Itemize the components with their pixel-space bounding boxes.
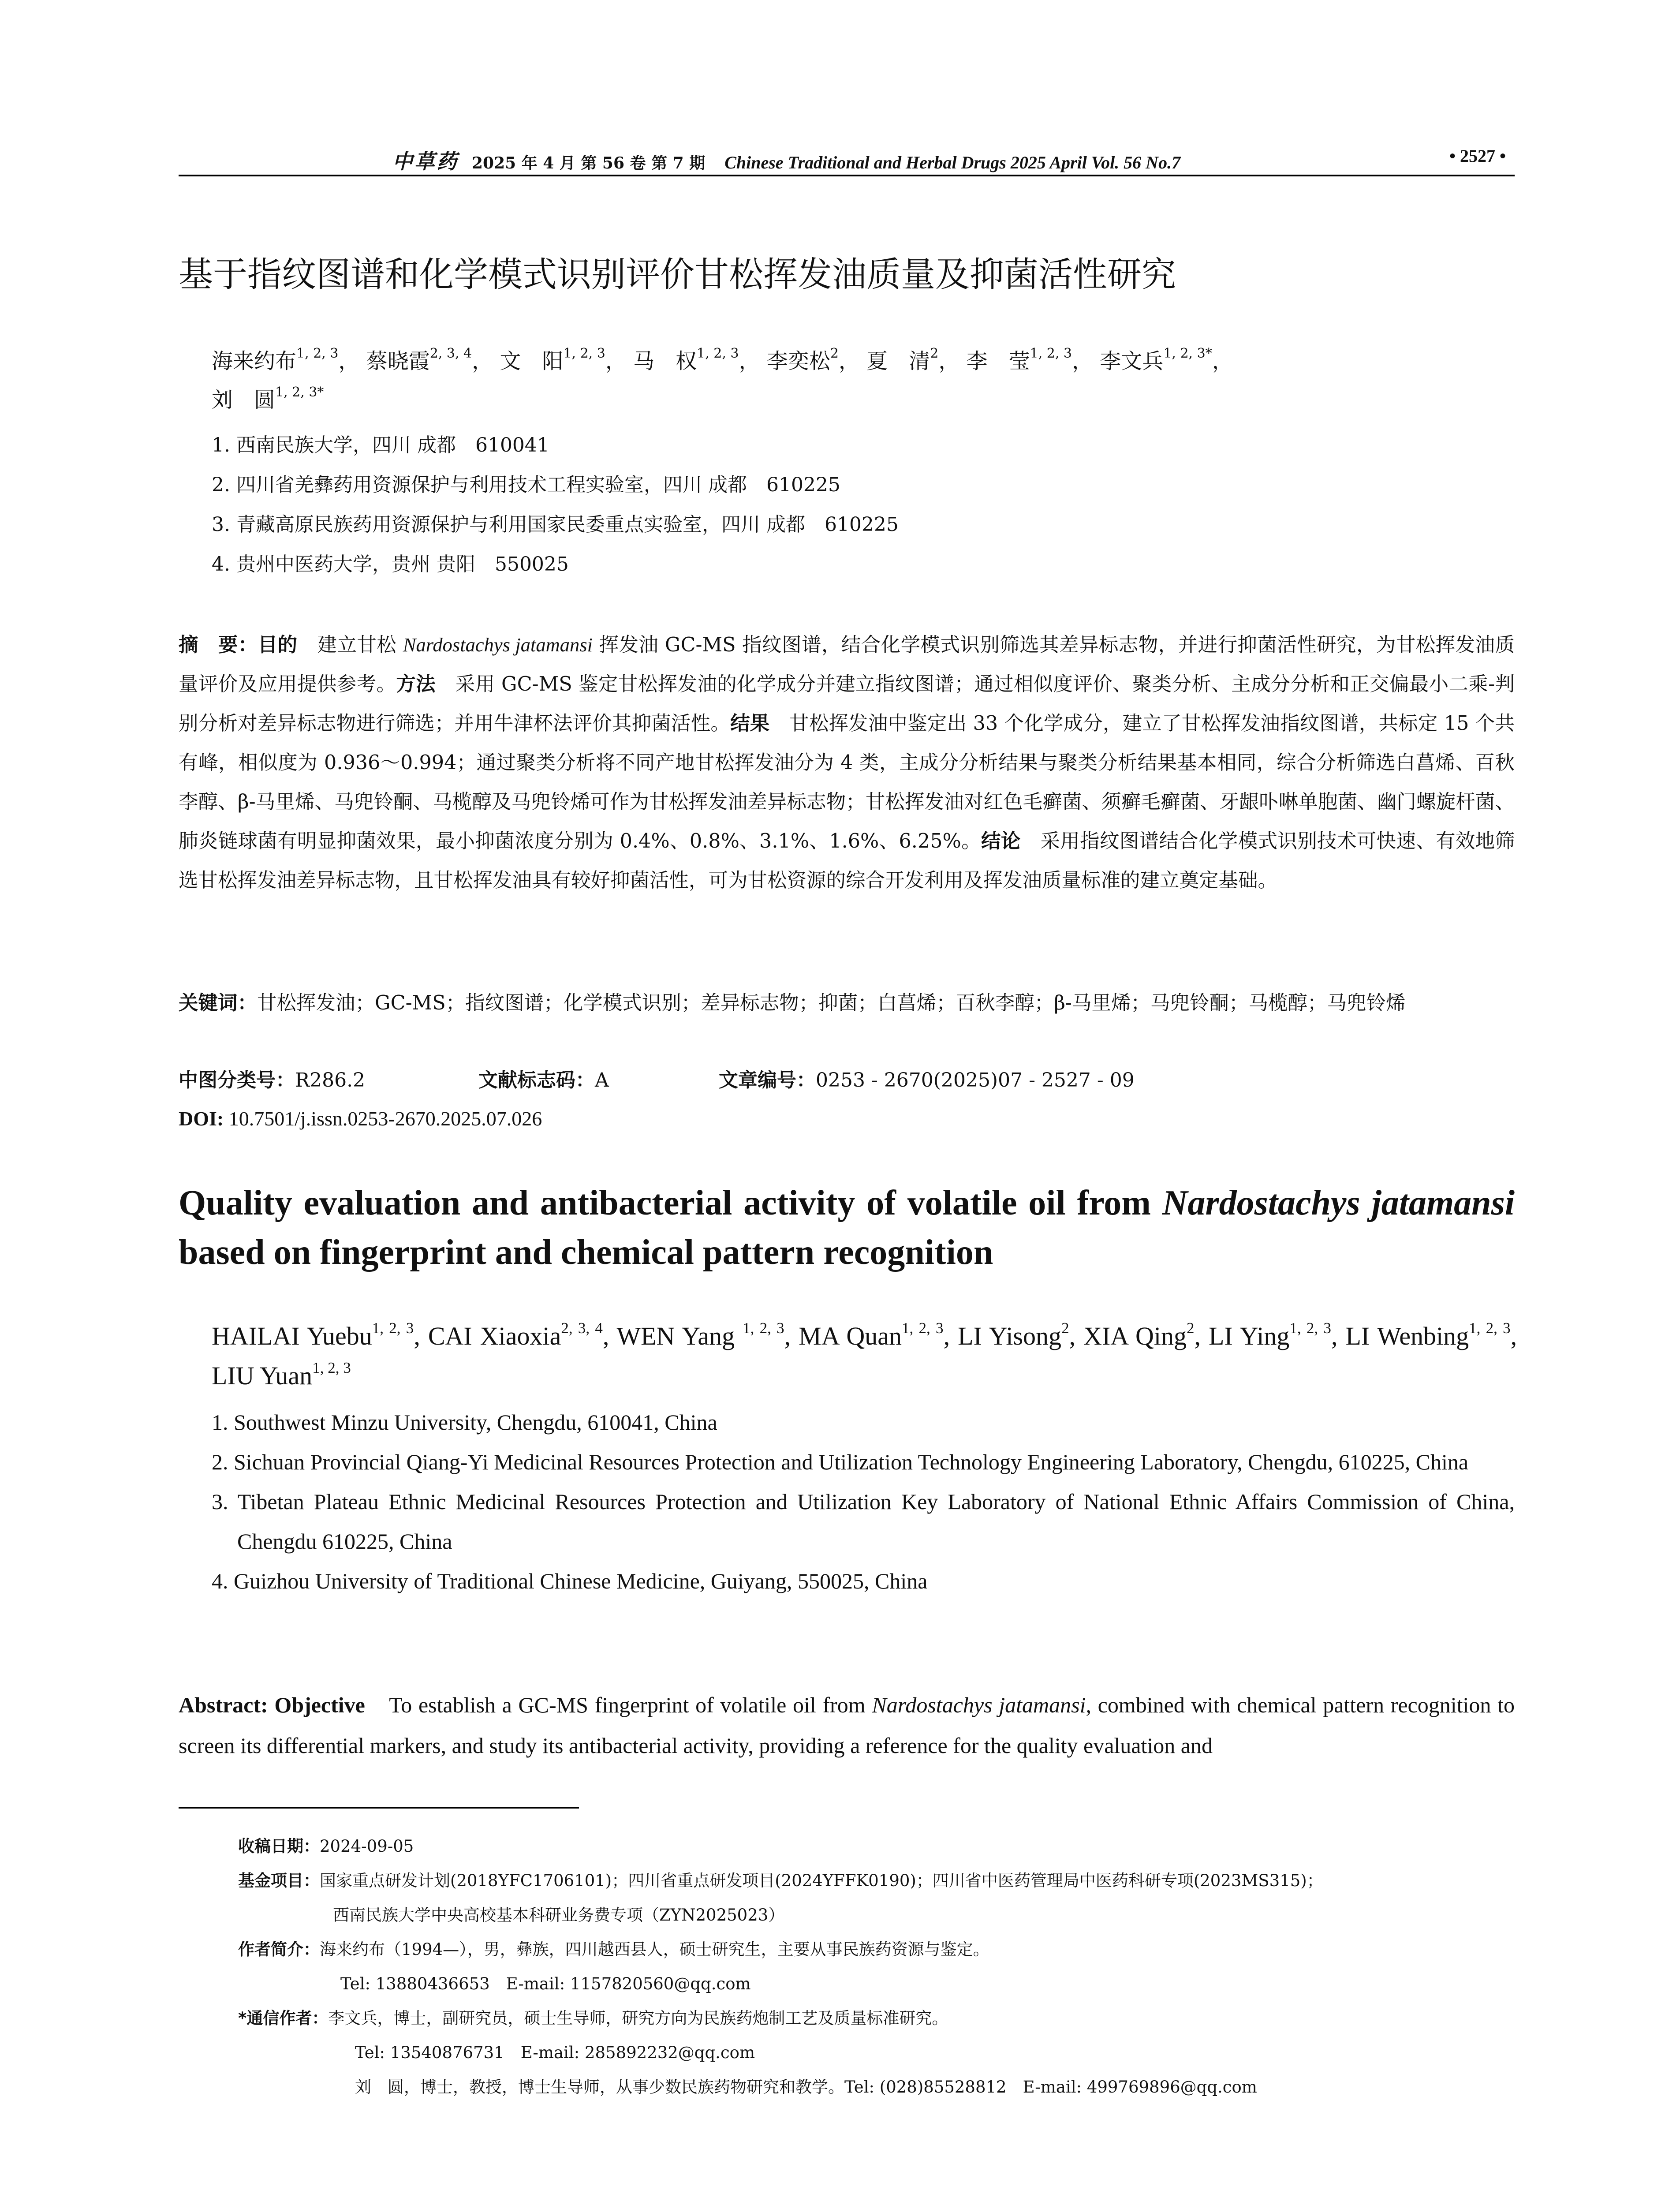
keywords-zh <box>179 983 1515 1023</box>
author-zh: 海来约布$^{1, 2, 3}$， <box>212 346 360 374</box>
affiliation-en: 3. Tibetan Plateau Ethnic Medicinal Resources Protection and Utilization Key Laboratory of National Ethnic Affairs Commission of China, Chengdu 610225, China <box>212 1489 1515 1554</box>
funding-cont: 西南民族大学中央高校基本科研业务费专项（ZYN2025023） <box>333 1906 785 1925</box>
page-number: • 2527 • <box>1449 146 1506 166</box>
abstract-en-label: Abstract: Objective <box>179 1693 365 1717</box>
corresponding-author: *通信作者：李文兵，博士，副研究员，硕士生导师，研究方向为民族药炮制工艺及质量标准研究。 <box>238 2009 948 2028</box>
doi-value: 10.7501/j.issn.0253-2670.2025.07.026 <box>224 1107 542 1130</box>
article-no-value: 0253 - 2670(2025)07 - 2527 - 09 <box>816 1069 1135 1091</box>
conclusion-label: 结论 <box>981 830 1021 852</box>
author-en: HAILAI Yuebu$^{1, 2, 3}$, <box>212 1319 428 1350</box>
author-zh: 文 阳$^{1, 2, 3}$， <box>500 346 627 374</box>
author-en: XIA Qing$^2$, <box>1083 1319 1209 1350</box>
affiliation-en: 1. Southwest Minzu University, Chengdu, 610041, China <box>212 1410 717 1435</box>
affiliations-zh <box>212 426 1512 584</box>
author-en: MA Quan$^{1, 2, 3}$, <box>799 1319 958 1350</box>
issue-zh: 2025 年 4 月 第 56 卷 第 7 期 <box>472 154 706 172</box>
author-zh: 李奕松$^2$， <box>766 346 860 374</box>
title-en: Quality evaluation and antibacterial activity of volatile oil from Nardostachys jatamansi based on fingerprint and chemical pattern recognition <box>179 1184 1515 1272</box>
funding: 基金项目：国家重点研发计划(2018YFC1706101)；四川省重点研发项目(2024YFFK0190)；四川省中医药管理局中医药科研专项(2023MS315)； <box>238 1871 1323 1890</box>
footnotes <box>238 1829 1517 2104</box>
doi: DOI: 10.7501/j.issn.0253-2670.2025.07.026 <box>179 1107 542 1130</box>
author-en: LI Wenbing$^{1, 2, 3}$, <box>1345 1319 1517 1350</box>
affiliation-zh: 1. 西南民族大学，四川 成都 610041 <box>212 434 549 456</box>
author-zh: 李 莹$^{1, 2, 3}$， <box>966 346 1094 374</box>
issue-en: Chinese Traditional and Herbal Drugs 2025 April Vol. 56 No.7 <box>724 153 1181 172</box>
author-en: WEN Yang $^{1, 2, 3}$, <box>616 1319 799 1350</box>
methods-label: 方法 <box>396 673 436 695</box>
authors-en <box>212 1316 1517 1396</box>
affiliation-zh: 3. 青藏高原民族药用资源保护与利用国家民委重点实验室，四川 成都 610225 <box>212 513 899 536</box>
author-en: LIU Yuan$^{1, 2, 3}$ <box>212 1359 351 1390</box>
abstract-zh: 摘 要：目的 建立甘松 Nardostachys jatamansi 挥发油 GC-MS 指纹图谱，结合化学模式识别筛选其差异标志物，并进行抑菌活性研究，为甘松挥发油质量评价及应用提供参考。方法 采用 GC-MS 鉴定甘松挥发油的化学成分并建立指纹图谱；通过相似度评价、聚类分析、主成分分析和正交偏最小二乘-判别分析对差异标志物进行筛选；并用牛津杯法评价其抑菌活性。结果 甘松挥发油中鉴定出 33 个化学成分，建立了甘松挥发油指纹图谱，共标定 15 个共有峰，相似度为 0.936～0.994；通过聚类分析将不同产地甘松挥发油分为 4 类，主成分分析结果与聚类分析结果基本相同，综合分析筛选白菖烯、百秋李醇、β-马里烯、马兜铃酮、马榄醇及马兜铃烯可作为甘松挥发油差异标志物；甘松挥发油对红色毛癣菌、须癣毛癣菌、牙龈卟啉单胞菌、幽门螺旋杆菌、肺炎链球菌有明显抑菌效果，最小抑菌浓度分别为 0.4%、0.8%、3.1%、1.6%、6.25%。结论 采用指纹图谱结合化学模式识别技术可快速、有效地筛选甘松挥发油差异标志物，且甘松挥发油具有较好抑菌活性，可为甘松资源的综合开发利用及挥发油质量标准的建立奠定基础。 <box>179 634 1515 892</box>
species-name: Nardostachys jatamansi <box>403 634 593 656</box>
author-en: CAI Xiaoxia$^{2, 3, 4}$, <box>428 1319 617 1350</box>
author-zh: 李文兵$^{1, 2, 3*}$， <box>1100 346 1233 374</box>
affiliation-en: 4. Guizhou University of Traditional Chinese Medicine, Guiyang, 550025, China <box>212 1569 928 1593</box>
author-en: LI Yisong$^2$, <box>958 1319 1084 1350</box>
results-label: 结果 <box>730 712 770 735</box>
author-contact: Tel: 13880436653 E-mail: 1157820560@qq.com <box>340 1974 751 1993</box>
affiliation-zh: 4. 贵州中医药大学，贵州 贵阳 550025 <box>212 553 569 576</box>
affiliation-en: 2. Sichuan Provincial Qiang-Yi Medicinal Resources Protection and Utilization Technology Engineering Laboratory, Chengdu, 610225, China <box>212 1450 1469 1474</box>
author-en: LI Ying$^{1, 2, 3}$, <box>1209 1319 1346 1350</box>
author-zh: 刘 圆$^{1, 2, 3*}$ <box>212 385 324 412</box>
author-zh: 马 权$^{1, 2, 3}$， <box>633 346 760 374</box>
affiliation-zh: 2. 四川省羌彝药用资源保护与利用技术工程实验室，四川 成都 610225 <box>212 474 840 496</box>
received-date: 收稿日期：2024-09-05 <box>238 1837 414 1856</box>
corresponding-contact: Tel: 13540876731 E-mail: 285892232@qq.com <box>355 2043 755 2062</box>
clc-value: R286.2 <box>295 1069 366 1091</box>
author-bio: 作者简介：海来约布（1994—），男，彝族，四川越西县人，硕士研究生，主要从事民族药资源与鉴定。 <box>238 1940 989 1959</box>
running-header <box>179 142 1515 176</box>
footnote-divider <box>179 1807 579 1809</box>
abstract-en: Abstract: Objective To establish a GC-MS fingerprint of volatile oil from Nardostachys jatamansi, combined with chemical pattern recognition to screen its differential markers, and study its antibacterial activity, providing a reference for the quality evaluation and <box>179 1693 1515 1758</box>
author-zh: 夏 清$^2$， <box>866 346 960 374</box>
abstract-zh-label: 摘 要： <box>179 634 258 656</box>
journal-info <box>392 146 1180 175</box>
affiliations-en <box>212 1402 1515 1601</box>
title-zh: 基于指纹图谱和化学模式识别评价甘松挥发油质量及抑菌活性研究 <box>179 255 1176 295</box>
corresponding-author-2: 刘 圆，博士，教授，博士生导师，从事少数民族药物研究和教学。Tel: (028)85528812 E-mail: 499769896@qq.com <box>355 2078 1257 2097</box>
doc-code-value: A <box>595 1069 609 1091</box>
keywords-text: 甘松挥发油；GC-MS；指纹图谱；化学模式识别；差异标志物；抑菌；白菖烯；百秋李醇；β-马里烯；马兜铃酮；马榄醇；马兜铃烯 <box>257 992 1406 1014</box>
authors-zh <box>212 342 1517 419</box>
classification-row: 中图分类号：R286.2 文献标志码：A 文章编号：0253 - 2670(2025)07 - 2527 - 09 <box>179 1069 1135 1091</box>
objective-label: 目的 <box>258 634 298 656</box>
author-zh: 蔡晓霞$^{2, 3, 4}$， <box>366 346 493 374</box>
keywords-label: 关键词： <box>179 992 258 1014</box>
journal-logo: 中草药 <box>392 150 459 173</box>
